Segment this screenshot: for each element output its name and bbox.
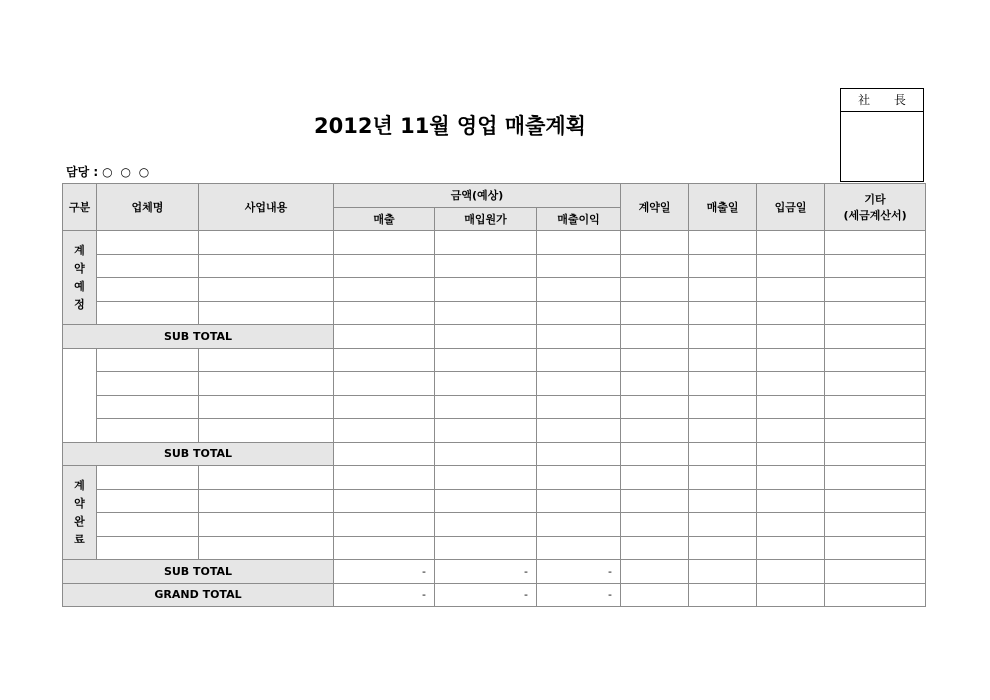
section-blank-label [63, 348, 97, 442]
table-row [63, 513, 926, 537]
subtotal-sales: - [334, 560, 435, 584]
subtotal-row [63, 560, 926, 584]
header-other [825, 184, 926, 231]
cell[interactable] [825, 325, 926, 349]
cell[interactable] [435, 536, 537, 560]
cell[interactable] [689, 419, 757, 443]
cell[interactable] [825, 583, 926, 607]
cell[interactable] [689, 278, 757, 302]
cell[interactable] [537, 254, 621, 278]
cell[interactable] [621, 513, 689, 537]
cell[interactable] [689, 372, 757, 396]
cell[interactable] [757, 489, 825, 513]
header-sales-date: 매출일 [689, 184, 757, 231]
cell[interactable] [689, 560, 757, 584]
table-row [63, 395, 926, 419]
cell[interactable] [334, 278, 435, 302]
cell[interactable] [97, 489, 199, 513]
table-row [63, 536, 926, 560]
cell[interactable] [757, 583, 825, 607]
cell[interactable] [689, 325, 757, 349]
cell[interactable] [689, 231, 757, 255]
cell[interactable] [199, 395, 334, 419]
table-row [63, 278, 926, 302]
cell[interactable] [97, 466, 199, 490]
cell[interactable] [537, 489, 621, 513]
cell[interactable] [825, 348, 926, 372]
subtotal-label: SUB TOTAL [63, 442, 334, 466]
cell[interactable] [825, 466, 926, 490]
cell[interactable] [689, 536, 757, 560]
cell[interactable] [537, 278, 621, 302]
cell[interactable] [97, 419, 199, 443]
section-planned-label: 계 약 예 정 [63, 231, 97, 325]
cell[interactable] [825, 301, 926, 325]
grand-total-label: GRAND TOTAL [63, 583, 334, 607]
cell[interactable] [334, 489, 435, 513]
header-contract-date: 계약일 [621, 184, 689, 231]
cell[interactable] [334, 466, 435, 490]
cell[interactable] [199, 489, 334, 513]
sales-plan-table [62, 183, 926, 607]
cell[interactable] [199, 254, 334, 278]
cell[interactable] [757, 442, 825, 466]
cell[interactable] [621, 560, 689, 584]
subtotal-label: SUB TOTAL [63, 325, 334, 349]
table-row [63, 419, 926, 443]
cell[interactable] [621, 231, 689, 255]
table-row [63, 254, 926, 278]
table-row [63, 489, 926, 513]
cell[interactable] [537, 372, 621, 396]
table-row [63, 348, 926, 372]
cell[interactable] [689, 442, 757, 466]
cell[interactable] [199, 513, 334, 537]
cell[interactable] [689, 301, 757, 325]
cell[interactable] [825, 231, 926, 255]
header-amount-group: 금액(예상) [334, 184, 621, 208]
header-sales: 매출 [334, 207, 435, 231]
cell[interactable] [435, 489, 537, 513]
cell[interactable] [334, 254, 435, 278]
cell[interactable] [435, 419, 537, 443]
cell[interactable] [757, 348, 825, 372]
cell[interactable] [621, 536, 689, 560]
cell[interactable] [621, 301, 689, 325]
table-row [63, 372, 926, 396]
cell[interactable] [97, 513, 199, 537]
cell[interactable] [97, 348, 199, 372]
cell[interactable] [825, 560, 926, 584]
cell[interactable] [199, 419, 334, 443]
cell[interactable] [757, 536, 825, 560]
cell[interactable] [689, 489, 757, 513]
table-row [63, 231, 926, 255]
cell[interactable] [621, 325, 689, 349]
cell[interactable] [621, 372, 689, 396]
cell[interactable] [199, 231, 334, 255]
cell[interactable] [825, 395, 926, 419]
cell[interactable] [435, 513, 537, 537]
cell[interactable] [757, 372, 825, 396]
cell[interactable] [334, 442, 435, 466]
cell[interactable] [334, 372, 435, 396]
cell[interactable] [334, 301, 435, 325]
cell[interactable] [334, 513, 435, 537]
cell[interactable] [334, 348, 435, 372]
grand-total-cost: - [435, 583, 537, 607]
cell[interactable] [199, 348, 334, 372]
cell[interactable] [97, 278, 199, 302]
cell[interactable] [621, 395, 689, 419]
cell[interactable] [435, 231, 537, 255]
cell[interactable] [435, 442, 537, 466]
cell[interactable] [537, 466, 621, 490]
cell[interactable] [334, 419, 435, 443]
cell[interactable] [537, 442, 621, 466]
header-business: 사업내용 [199, 184, 334, 231]
cell[interactable] [435, 466, 537, 490]
cell[interactable] [621, 442, 689, 466]
cell[interactable] [97, 372, 199, 396]
cell[interactable] [621, 278, 689, 302]
cell[interactable] [621, 466, 689, 490]
cell[interactable] [97, 231, 199, 255]
cell[interactable] [689, 254, 757, 278]
cell[interactable] [435, 325, 537, 349]
header-company: 업체명 [97, 184, 199, 231]
cell[interactable] [621, 489, 689, 513]
cell[interactable] [825, 278, 926, 302]
subtotal-cost: - [435, 560, 537, 584]
cell[interactable] [537, 348, 621, 372]
cell[interactable] [537, 419, 621, 443]
cell[interactable] [689, 583, 757, 607]
cell[interactable] [537, 301, 621, 325]
cell[interactable] [689, 395, 757, 419]
manager-value: ○ ○ ○ [102, 165, 152, 179]
subtotal-label: SUB TOTAL [63, 560, 334, 584]
cell[interactable] [757, 560, 825, 584]
cell[interactable] [757, 419, 825, 443]
cell[interactable] [334, 536, 435, 560]
cell[interactable] [435, 278, 537, 302]
cell[interactable] [621, 254, 689, 278]
cell[interactable] [757, 395, 825, 419]
cell[interactable] [757, 231, 825, 255]
cell[interactable] [97, 395, 199, 419]
header-row-1 [63, 184, 926, 208]
header-other-line2: (세금계산서) [843, 209, 907, 222]
cell[interactable] [435, 301, 537, 325]
cell[interactable] [757, 254, 825, 278]
header-profit: 매출이익 [537, 207, 621, 231]
cell[interactable] [825, 419, 926, 443]
cell[interactable] [757, 513, 825, 537]
cell[interactable] [199, 466, 334, 490]
cell[interactable] [334, 231, 435, 255]
cell[interactable] [825, 254, 926, 278]
cell[interactable] [334, 395, 435, 419]
cell[interactable] [334, 325, 435, 349]
grand-total-profit: - [537, 583, 621, 607]
cell[interactable] [621, 348, 689, 372]
cell[interactable] [199, 278, 334, 302]
cell[interactable] [537, 231, 621, 255]
cell[interactable] [825, 513, 926, 537]
approval-label: 社 長 [841, 89, 923, 112]
cell[interactable] [757, 278, 825, 302]
cell[interactable] [435, 254, 537, 278]
header-cost: 매입원가 [435, 207, 537, 231]
cell[interactable] [537, 536, 621, 560]
subtotal-row [63, 442, 926, 466]
header-other-line1: 기타 [864, 193, 886, 206]
subtotal-profit: - [537, 560, 621, 584]
cell[interactable] [435, 372, 537, 396]
cell[interactable] [435, 395, 537, 419]
cell[interactable] [825, 442, 926, 466]
manager-line [66, 163, 151, 180]
section-completed-label: 계 약 완 료 [63, 466, 97, 560]
cell[interactable] [97, 254, 199, 278]
header-category: 구분 [63, 184, 97, 231]
cell[interactable] [757, 466, 825, 490]
approval-box [840, 88, 924, 182]
cell[interactable] [435, 348, 537, 372]
cell[interactable] [199, 536, 334, 560]
cell[interactable] [689, 466, 757, 490]
cell[interactable] [757, 301, 825, 325]
cell[interactable] [825, 372, 926, 396]
cell[interactable] [689, 348, 757, 372]
cell[interactable] [621, 419, 689, 443]
cell[interactable] [537, 513, 621, 537]
cell[interactable] [97, 536, 199, 560]
cell[interactable] [825, 489, 926, 513]
grand-total-row [63, 583, 926, 607]
cell[interactable] [689, 513, 757, 537]
table-row [63, 301, 926, 325]
cell[interactable] [199, 372, 334, 396]
cell[interactable] [537, 325, 621, 349]
cell[interactable] [537, 395, 621, 419]
manager-label: 담당 : [66, 165, 99, 179]
cell[interactable] [199, 301, 334, 325]
subtotal-row [63, 325, 926, 349]
cell[interactable] [757, 325, 825, 349]
table-row [63, 466, 926, 490]
cell[interactable] [825, 536, 926, 560]
page-title: 2012년 11월 영업 매출계획 [314, 114, 586, 138]
header-deposit-date: 입금일 [757, 184, 825, 231]
cell[interactable] [621, 583, 689, 607]
cell[interactable] [97, 301, 199, 325]
grand-total-sales: - [334, 583, 435, 607]
